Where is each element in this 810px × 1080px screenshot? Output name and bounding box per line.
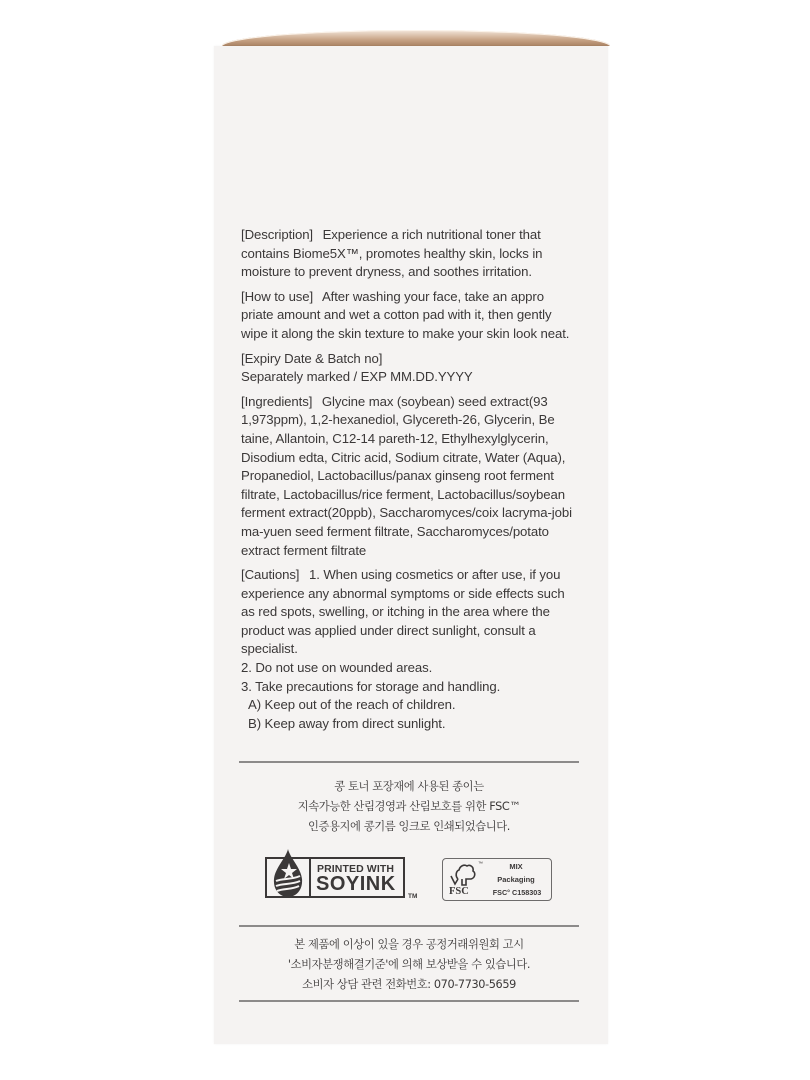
cautions-line: 2. Do not use on wounded areas.	[241, 660, 433, 676]
soyink-separator	[309, 857, 311, 898]
expiry-section	[241, 350, 586, 387]
cautions-line: experience any abnormal symptoms or side effects such	[241, 585, 565, 601]
divider	[239, 761, 579, 763]
cautions-line: 3. Take precautions for storage and handling.	[241, 678, 501, 694]
how-to-use-line: priate amount and wet a cotton pad with it, then gently	[241, 307, 552, 323]
soyink-line2: SOYINK	[316, 873, 396, 895]
ingredients-line: ma-yuen seed ferment filtrate, Saccharomyces/potato	[241, 523, 549, 539]
how-to-use-label: [How to use]	[241, 288, 314, 304]
how-to-use-line: After washing your face, take an appro	[321, 288, 544, 304]
fsc-mix: MIX	[509, 862, 523, 871]
label-text	[241, 226, 586, 739]
ingredients-line: extract ferment filtrate	[241, 542, 367, 558]
how-to-use-line: wipe it along the skin texture to make your skin look neat.	[241, 325, 570, 341]
eco-notice-line: 콩 토너 포장재에 사용된 종이는	[334, 780, 484, 793]
fsc-tm: ™	[478, 861, 483, 867]
ingredients-line: Disodium edta, Citric acid, Sodium citrate, Water (Aqua),	[241, 449, 566, 465]
cautions-line: specialist.	[241, 641, 298, 657]
consumer-notice	[239, 935, 579, 995]
eco-notice	[239, 777, 579, 837]
fsc-code: FSC° C158303	[492, 888, 542, 897]
divider	[239, 1000, 579, 1002]
description-section	[241, 226, 586, 282]
cautions-section	[241, 566, 586, 733]
fsc-tree-icon	[449, 862, 477, 887]
expiry-label: [Expiry Date & Batch no]	[241, 350, 383, 366]
ingredients-line: Glycine max (soybean) seed extract(93	[321, 393, 548, 409]
fsc-packaging: Packaging	[497, 875, 535, 884]
ingredients-section	[241, 393, 586, 560]
ingredients-line: filtrate, Lactobacillus/rice ferment, Lactobacillus/soybean	[241, 486, 565, 502]
cautions-line: product was applied under direct sunlight, consult a	[241, 622, 536, 638]
consumer-notice-line: 소비자 상담 관련 전화번호: 070-7730-5659	[302, 978, 516, 991]
consumer-notice-line: '소비자분쟁해결기준'에 의해 보상받을 수 있습니다.	[287, 958, 531, 971]
soyink-tm: TM	[408, 893, 418, 900]
cautions-sub-item: A) Keep out of the reach of children.	[248, 697, 456, 713]
box-lid-edge	[222, 30, 610, 46]
soyink-badge	[265, 848, 423, 904]
ingredients-line: 1,973ppm), 1,2-hexanediol, Glycereth-26, Glycerin, Be	[241, 412, 555, 428]
cautions-sub-item: B) Keep away from direct sunlight.	[248, 715, 446, 731]
ingredients-label: [Ingredients]	[241, 393, 313, 409]
cautions-line: 1. When using cosmetics or after use, if you	[308, 567, 561, 583]
fsc-badge	[442, 858, 552, 901]
description-label: [Description]	[241, 227, 313, 242]
fsc-logo-text: FSC	[449, 886, 469, 897]
soy-ink-drop-icon	[269, 848, 307, 898]
cautions-line: as red spots, swelling, or itching in the area where the	[241, 604, 550, 620]
cautions-label: [Cautions]	[241, 567, 300, 583]
expiry-value: Separately marked / EXP MM.DD.YYYY	[241, 369, 473, 385]
soyink-line1: PRINTED WITH	[317, 863, 395, 875]
ingredients-line: taine, Allantoin, C12-14 pareth-12, Ethylhexylglycerin,	[241, 430, 549, 446]
description-line: Experience a rich nutritional toner that	[322, 227, 541, 242]
description-line: contains Biome5X™, promotes healthy skin, locks in	[241, 245, 543, 261]
description-line: moisture to prevent dryness, and soothes irritation.	[241, 264, 532, 280]
eco-notice-line: 인증용지에 콩기름 잉크로 인쇄되었습니다.	[308, 820, 510, 833]
how-to-use-section	[241, 288, 586, 344]
eco-notice-line: 지속가능한 산림경영과 산림보호를 위한 FSC™	[297, 800, 521, 813]
consumer-notice-line: 본 제품에 이상이 있을 경우 공정거래위원회 고시	[294, 938, 524, 951]
ingredients-line: Propanediol, Lactobacillus/panax ginseng root ferment	[241, 468, 554, 484]
divider	[239, 925, 579, 927]
ingredients-line: ferment extract(20ppb), Saccharomyces/coix lacryma-jobi	[241, 505, 572, 521]
